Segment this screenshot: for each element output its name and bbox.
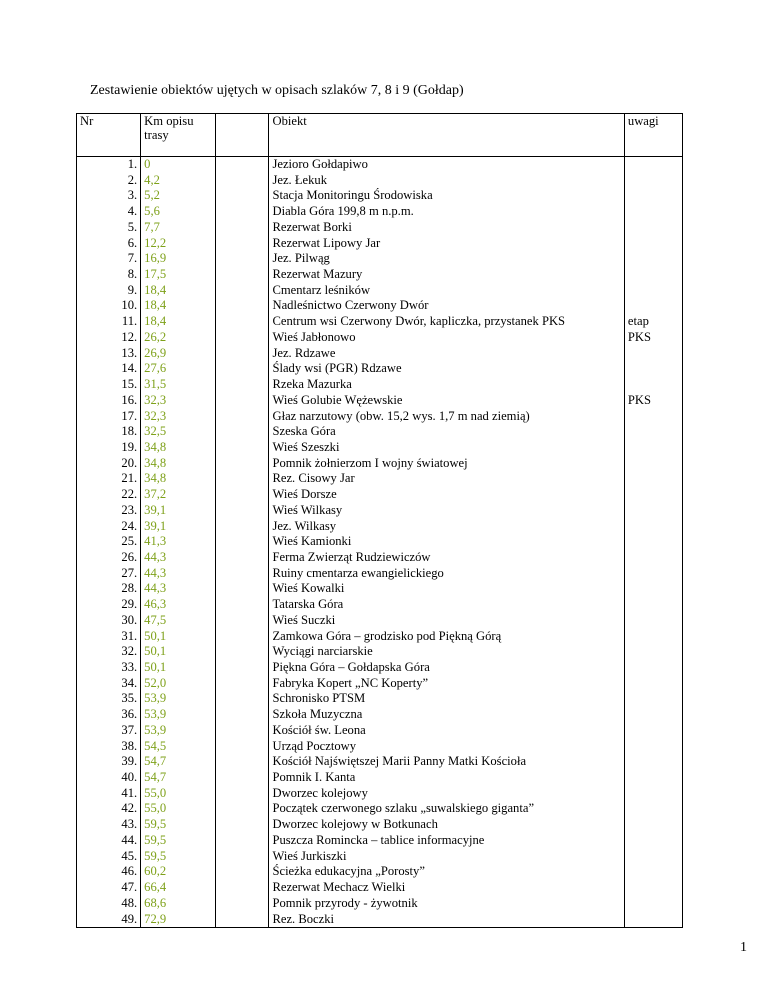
row-km: 53,9 [144, 707, 167, 722]
row-nr: 24. [121, 518, 138, 533]
row-obiekt: Jez. Rdzawe [272, 345, 336, 360]
uwagi-column [624, 157, 682, 928]
row-nr: 28. [121, 581, 138, 596]
row-uwagi [628, 503, 679, 519]
row-obiekt: Rezerwat Mazury [272, 267, 363, 282]
row-obiekt: Fabryka Kopert „NC Koperty” [272, 675, 429, 690]
row-obiekt: Wieś Szeszki [272, 439, 340, 454]
row-km: 55,0 [144, 785, 167, 800]
row-km: 44,3 [144, 565, 167, 580]
row-uwagi [628, 833, 679, 849]
row-nr: 10. [121, 298, 138, 313]
row-nr: 3. [127, 188, 138, 203]
row-uwagi [628, 581, 679, 597]
row-km: 39,1 [144, 518, 167, 533]
row-obiekt: Wyciągi narciarskie [272, 644, 373, 659]
row-km: 41,3 [144, 534, 167, 549]
row-nr: 42. [121, 801, 138, 816]
row-uwagi [628, 912, 679, 928]
row-obiekt: Jezioro Gołdapiwo [272, 157, 368, 171]
row-km: 26,2 [144, 329, 167, 344]
row-uwagi [628, 550, 679, 566]
row-km: 37,2 [144, 487, 167, 502]
row-uwagi [628, 487, 679, 503]
row-obiekt: Rezerwat Borki [272, 219, 352, 234]
row-obiekt: Ślady wsi (PGR) Rdzawe [272, 361, 402, 376]
row-km: 50,1 [144, 644, 167, 659]
row-uwagi [628, 644, 679, 660]
row-obiekt: Rezerwat Mechacz Wielki [272, 880, 406, 895]
row-nr: 7. [127, 251, 138, 266]
row-uwagi [628, 471, 679, 487]
table-header-row [77, 114, 683, 157]
row-nr: 22. [121, 487, 138, 502]
row-uwagi [628, 739, 679, 755]
header-uwagi: uwagi [624, 114, 682, 157]
row-obiekt: Wieś Kowalki [272, 581, 345, 596]
row-uwagi [628, 424, 679, 440]
row-km: 26,9 [144, 345, 167, 360]
row-uwagi [628, 456, 679, 472]
row-km: 53,9 [144, 691, 167, 706]
row-uwagi [628, 157, 679, 173]
row-km: 60,2 [144, 864, 167, 879]
row-km: 18,4 [144, 282, 167, 297]
row-uwagi [628, 409, 679, 425]
row-uwagi [628, 597, 679, 613]
row-km: 59,5 [144, 832, 167, 847]
row-obiekt: Rzeka Mazurka [272, 377, 352, 392]
row-km: 54,5 [144, 738, 167, 753]
row-nr: 4. [127, 204, 138, 219]
row-uwagi [628, 173, 679, 189]
row-obiekt: Kościół św. Leona [272, 722, 366, 737]
row-km: 54,7 [144, 754, 167, 769]
row-obiekt: Wieś Wilkasy [272, 502, 343, 517]
row-uwagi [628, 534, 679, 550]
row-km: 27,6 [144, 361, 167, 376]
row-uwagi [628, 770, 679, 786]
row-uwagi [628, 519, 679, 535]
row-km: 34,8 [144, 439, 167, 454]
row-km: 7,7 [144, 219, 160, 234]
row-obiekt: Wieś Dorsze [272, 487, 337, 502]
row-nr: 5. [127, 219, 138, 234]
row-obiekt: Centrum wsi Czerwony Dwór, kapliczka, przystanek PKS [272, 314, 566, 329]
row-nr: 40. [121, 770, 138, 785]
row-obiekt: Ścieżka edukacyjna „Porosty” [272, 864, 425, 879]
row-obiekt: Puszcza Romincka – tablice informacyjne [272, 832, 485, 847]
row-nr: 43. [121, 817, 138, 832]
row-nr: 30. [121, 612, 138, 627]
row-km: 55,0 [144, 801, 167, 816]
row-nr: 35. [121, 691, 138, 706]
row-uwagi [628, 707, 679, 723]
row-obiekt: Schronisko PTSM [272, 691, 366, 706]
row-uwagi [628, 346, 679, 362]
row-nr: 49. [121, 911, 138, 926]
row-obiekt: Zamkowa Góra – grodzisko pod Piękną Górą [272, 628, 502, 643]
row-km: 50,1 [144, 660, 167, 674]
row-obiekt: Szeska Góra [272, 424, 336, 439]
header-nr: Nr [77, 114, 141, 157]
row-nr: 16. [121, 392, 138, 407]
document-title: Zestawienie obiektów ujętych w opisach szlaków 7, 8 i 9 (Gołdap) [90, 83, 464, 98]
row-nr: 46. [121, 864, 138, 879]
row-km: 4,2 [144, 172, 160, 187]
row-uwagi [628, 754, 679, 770]
row-uwagi [628, 786, 679, 802]
row-nr: 25. [121, 534, 138, 549]
row-km: 18,4 [144, 298, 167, 313]
row-nr: 27. [121, 565, 138, 580]
row-km: 18,4 [144, 314, 167, 329]
row-nr: 36. [121, 707, 138, 722]
row-uwagi [628, 896, 679, 912]
row-nr: 19. [121, 439, 138, 454]
row-obiekt: Urząd Pocztowy [272, 738, 357, 753]
row-km: 46,3 [144, 597, 167, 612]
row-km: 12,2 [144, 235, 167, 250]
row-uwagi [628, 188, 679, 204]
row-uwagi [628, 880, 679, 896]
row-km: 5,2 [144, 188, 160, 203]
km-column [141, 157, 215, 928]
row-obiekt: Wieś Jabłonowo [272, 329, 356, 344]
row-nr: 20. [121, 455, 138, 470]
row-nr: 32. [121, 644, 138, 659]
row-uwagi [628, 251, 679, 267]
row-uwagi [628, 849, 679, 865]
header-km [141, 114, 215, 157]
row-km: 53,9 [144, 722, 167, 737]
row-obiekt: Wieś Suczki [272, 612, 336, 627]
row-obiekt: Piękna Góra – Gołdapska Góra [272, 660, 430, 674]
row-nr: 29. [121, 597, 138, 612]
row-obiekt: Pomnik przyrody - żywotnik [272, 895, 418, 910]
row-obiekt: Stacja Monitoringu Środowiska [272, 188, 433, 203]
obiekt-column [269, 157, 624, 928]
row-uwagi [628, 236, 679, 252]
row-uwagi [628, 283, 679, 299]
row-km: 31,5 [144, 377, 167, 392]
row-km: 16,9 [144, 251, 167, 266]
row-km: 5,6 [144, 204, 160, 219]
row-nr: 18. [121, 424, 138, 439]
row-nr: 11. [121, 314, 138, 329]
row-km: 68,6 [144, 895, 167, 910]
row-nr: 45. [121, 848, 138, 863]
row-km: 44,3 [144, 581, 167, 596]
row-uwagi [628, 691, 679, 707]
row-km: 34,8 [144, 455, 167, 470]
header-obiekt: Obiekt [269, 114, 624, 157]
row-uwagi: PKS [627, 329, 652, 344]
row-uwagi [628, 660, 679, 676]
row-nr: 1. [127, 157, 138, 171]
row-obiekt: Wieś Kamionki [272, 534, 352, 549]
row-obiekt: Pomnik żołnierzom I wojny światowej [272, 455, 468, 470]
row-obiekt: Kościół Najświętszej Marii Panny Matki Kościoła [272, 754, 527, 769]
header-km-line2: trasy [144, 128, 169, 142]
row-nr: 6. [127, 235, 138, 250]
row-obiekt: Głaz narzutowy (obw. 15,2 wys. 1,7 m nad ziemią) [272, 408, 530, 423]
row-uwagi [628, 204, 679, 220]
row-uwagi [628, 817, 679, 833]
row-obiekt: Wieś Jurkiszki [272, 848, 347, 863]
table-body-row [77, 157, 683, 928]
row-obiekt: Ruiny cmentarza ewangielickiego [272, 565, 444, 580]
row-nr: 26. [121, 549, 138, 564]
row-km: 39,1 [144, 502, 167, 517]
objects-table [76, 113, 683, 928]
row-km: 59,5 [144, 848, 167, 863]
page-number: 1 [740, 940, 747, 955]
row-nr: 12. [121, 329, 138, 344]
row-obiekt: Cmentarz leśników [272, 282, 371, 297]
row-nr: 48. [121, 895, 138, 910]
row-km: 47,5 [144, 612, 167, 627]
row-obiekt: Jez. Wilkasy [272, 518, 337, 533]
row-nr: 23. [121, 502, 138, 517]
row-nr: 41. [121, 785, 138, 800]
row-obiekt: Pomnik I. Kanta [272, 770, 356, 785]
row-nr: 33. [121, 660, 138, 674]
row-obiekt: Początek czerwonego szlaku „suwalskiego giganta” [272, 801, 535, 816]
header-km-line1: Km opisu [144, 114, 194, 128]
row-uwagi [628, 566, 679, 582]
row-km: 66,4 [144, 880, 167, 895]
row-obiekt: Rezerwat Lipowy Jar [272, 235, 381, 250]
row-obiekt: Rez. Cisowy Jar [272, 471, 355, 486]
row-uwagi [628, 220, 679, 236]
row-km: 34,8 [144, 471, 167, 486]
row-km: 50,1 [144, 628, 167, 643]
row-obiekt: Ferma Zwierząt Rudziewiczów [272, 549, 431, 564]
row-uwagi [628, 676, 679, 692]
row-uwagi [628, 440, 679, 456]
empty-column [215, 157, 269, 928]
row-obiekt: Nadleśnictwo Czerwony Dwór [272, 298, 429, 313]
row-km: 54,7 [144, 770, 167, 785]
row-nr: 44. [121, 832, 138, 847]
row-nr: 31. [121, 628, 138, 643]
row-obiekt: Diabla Góra 199,8 m n.p.m. [272, 204, 414, 219]
row-km: 32,5 [144, 424, 167, 439]
row-nr: 2. [127, 172, 138, 187]
row-km: 32,3 [144, 408, 167, 423]
row-uwagi [628, 864, 679, 880]
row-obiekt: Dworzec kolejowy [272, 785, 368, 800]
row-uwagi [628, 267, 679, 283]
row-km: 44,3 [144, 549, 167, 564]
row-km: 59,5 [144, 817, 167, 832]
row-nr: 39. [121, 754, 138, 769]
row-km: 52,0 [144, 675, 167, 690]
row-nr: 21. [121, 471, 138, 486]
row-uwagi: etap [627, 314, 649, 329]
row-nr: 8. [127, 267, 138, 282]
row-obiekt: Tatarska Góra [272, 597, 344, 612]
row-uwagi [628, 723, 679, 739]
row-km: 72,9 [144, 911, 167, 926]
row-uwagi [628, 613, 679, 629]
row-obiekt: Szkoła Muzyczna [272, 707, 363, 722]
row-nr: 9. [127, 282, 138, 297]
row-obiekt: Dworzec kolejowy w Botkunach [272, 817, 438, 832]
row-uwagi [628, 298, 679, 314]
row-uwagi [628, 361, 679, 377]
row-nr: 17. [121, 408, 138, 423]
row-km: 32,3 [144, 392, 167, 407]
row-km: 17,5 [144, 267, 167, 282]
row-uwagi [628, 801, 679, 817]
row-obiekt: Rez. Boczki [272, 911, 335, 926]
row-nr: 38. [121, 738, 138, 753]
header-empty [215, 114, 269, 157]
row-obiekt: Wieś Golubie Wężewskie [272, 392, 403, 407]
row-obiekt: Jez. Pilwąg [272, 251, 330, 266]
row-nr: 47. [121, 880, 138, 895]
row-obiekt: Jez. Łekuk [272, 172, 328, 187]
row-uwagi [628, 377, 679, 393]
row-km: 0 [144, 157, 151, 171]
row-nr: 13. [121, 345, 138, 360]
row-nr: 14. [121, 361, 138, 376]
row-nr: 37. [121, 722, 138, 737]
row-uwagi: PKS [627, 392, 652, 407]
row-nr: 34. [121, 675, 138, 690]
nr-column [77, 157, 141, 928]
row-uwagi [628, 629, 679, 645]
row-nr: 15. [121, 377, 138, 392]
